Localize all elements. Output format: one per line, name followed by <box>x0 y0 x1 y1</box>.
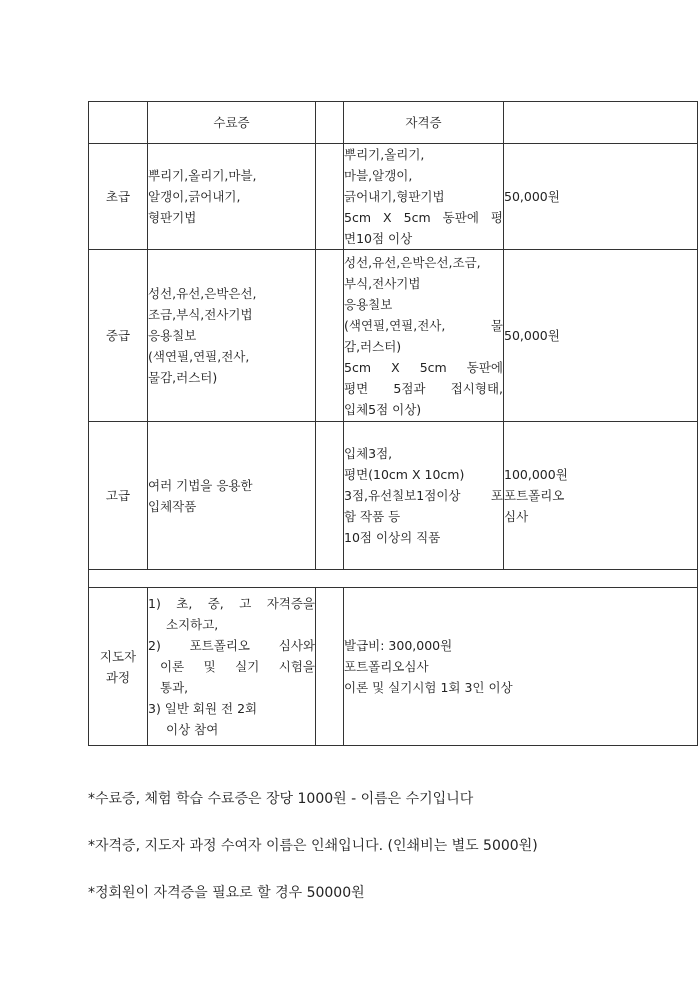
text-line: 통과, <box>160 680 189 695</box>
level-intermediate: 중급 <box>89 250 148 422</box>
text-line: 물감,러스터) <box>148 370 218 385</box>
spacer-row <box>89 570 698 588</box>
certification-advanced <box>344 422 504 570</box>
text-line: 10점 이상의 직품 <box>344 530 441 545</box>
level-instructor: 지도자 과정 <box>89 588 148 746</box>
price-line: 50,000원 <box>504 328 560 343</box>
text-line: 3점,유선칠보1점이상 포 <box>344 488 503 503</box>
spacer-cell <box>89 570 698 588</box>
text-line: 마블,알갱이, <box>344 168 413 183</box>
text-line: 이상 참여 <box>166 722 219 737</box>
note-certification: *자격증, 지도자 과정 수여자 이름은 인쇄입니다. (인쇄비는 별도 5000원) <box>88 838 538 854</box>
text-line: 3) 일반 회원 전 2회 <box>148 701 258 716</box>
price-line: 100,000원 <box>504 467 568 482</box>
text-line: 입체3점, <box>344 446 393 461</box>
completion-beginner <box>148 144 316 250</box>
text-line: 성선,유선,은박은선, <box>148 286 257 301</box>
text-line: 2) 포트폴리오 심사와 <box>148 638 315 653</box>
text-line: 이론 및 실기 시험을 <box>160 659 315 674</box>
text-line: 긁어내기,형판기법 <box>344 189 445 204</box>
header-price <box>504 102 698 144</box>
completion-intermediate <box>148 250 316 422</box>
text-line: 평면(10cm X 10cm) <box>344 467 465 482</box>
row-advanced <box>89 422 698 570</box>
completion-advanced <box>148 422 316 570</box>
text-line: 조금,부식,전사기법 <box>148 307 253 322</box>
text-line: 이론 및 실기시험 1회 3인 이상 <box>344 680 513 695</box>
header-row <box>89 102 698 144</box>
level-beginner: 초급 <box>89 144 148 250</box>
certification-intermediate <box>344 250 504 422</box>
text-line: 감,러스터) <box>344 338 402 354</box>
text-line: 응용칠보 <box>344 296 393 312</box>
text-line: (색연필,연필,전사, 물 <box>344 317 503 333</box>
text-line: 부식,전사기법 <box>344 275 421 291</box>
header-gap <box>316 102 344 144</box>
price-line: 심사 <box>504 509 529 524</box>
completion-instructor <box>148 588 316 746</box>
text-line: 입체작품 <box>148 498 197 514</box>
text-line: 여러 기법을 응용한 <box>148 477 253 493</box>
header-level <box>89 102 148 144</box>
text-line: (색연필,연필,전사, <box>148 349 250 364</box>
text-line: 뿌리기,올리기, <box>344 147 425 162</box>
text-line: 발급비: 300,000원 <box>344 638 453 653</box>
text-line: 면10점 이상 <box>344 231 413 246</box>
header-certification: 자격증 <box>344 102 504 144</box>
level-advanced: 고급 <box>89 422 148 570</box>
gap-cell <box>316 422 344 570</box>
gap-cell <box>316 588 344 746</box>
text-line: 포트폴리오심사 <box>344 659 429 674</box>
text-line: 성선,유선,은박은선,조금, <box>344 254 481 270</box>
text-line: 1) 초, 중, 고 자격증을 <box>148 596 315 611</box>
note-completion: *수료증, 체험 학습 수료증은 장당 1000원 - 이름은 수기입니다 <box>88 791 474 807</box>
text-line: 평면 5점과 접시형태, <box>344 380 503 396</box>
header-completion: 수료증 <box>148 102 316 144</box>
text-line: 5cm X 5cm 동판에 <box>344 359 503 375</box>
text-line: 알갱이,긁어내기, <box>148 189 241 204</box>
price-beginner <box>504 144 698 250</box>
certification-instructor <box>344 588 698 746</box>
note-member: *정회원이 자격증을 필요로 할 경우 50000원 <box>88 885 365 901</box>
price-advanced <box>504 422 698 570</box>
text-line: 형판기법 <box>148 210 197 225</box>
row-beginner <box>89 144 698 250</box>
row-intermediate <box>89 250 698 422</box>
fee-table <box>88 101 698 746</box>
text-line: 5cm X 5cm 동판에 평 <box>344 210 503 225</box>
text-line: 소지하고, <box>166 617 219 632</box>
certification-beginner <box>344 144 504 250</box>
price-line: 포트폴리오 <box>504 488 565 503</box>
price-line: 50,000원 <box>504 189 560 204</box>
gap-cell <box>316 144 344 250</box>
text-line: 함 작품 등 <box>344 509 401 524</box>
price-intermediate <box>504 250 698 422</box>
text-line: 입체5점 이상) <box>344 401 422 417</box>
text-line: 응용칠보 <box>148 328 197 343</box>
text-line: 뿌리기,올리기,마블, <box>148 168 257 183</box>
row-instructor <box>89 588 698 746</box>
gap-cell <box>316 250 344 422</box>
